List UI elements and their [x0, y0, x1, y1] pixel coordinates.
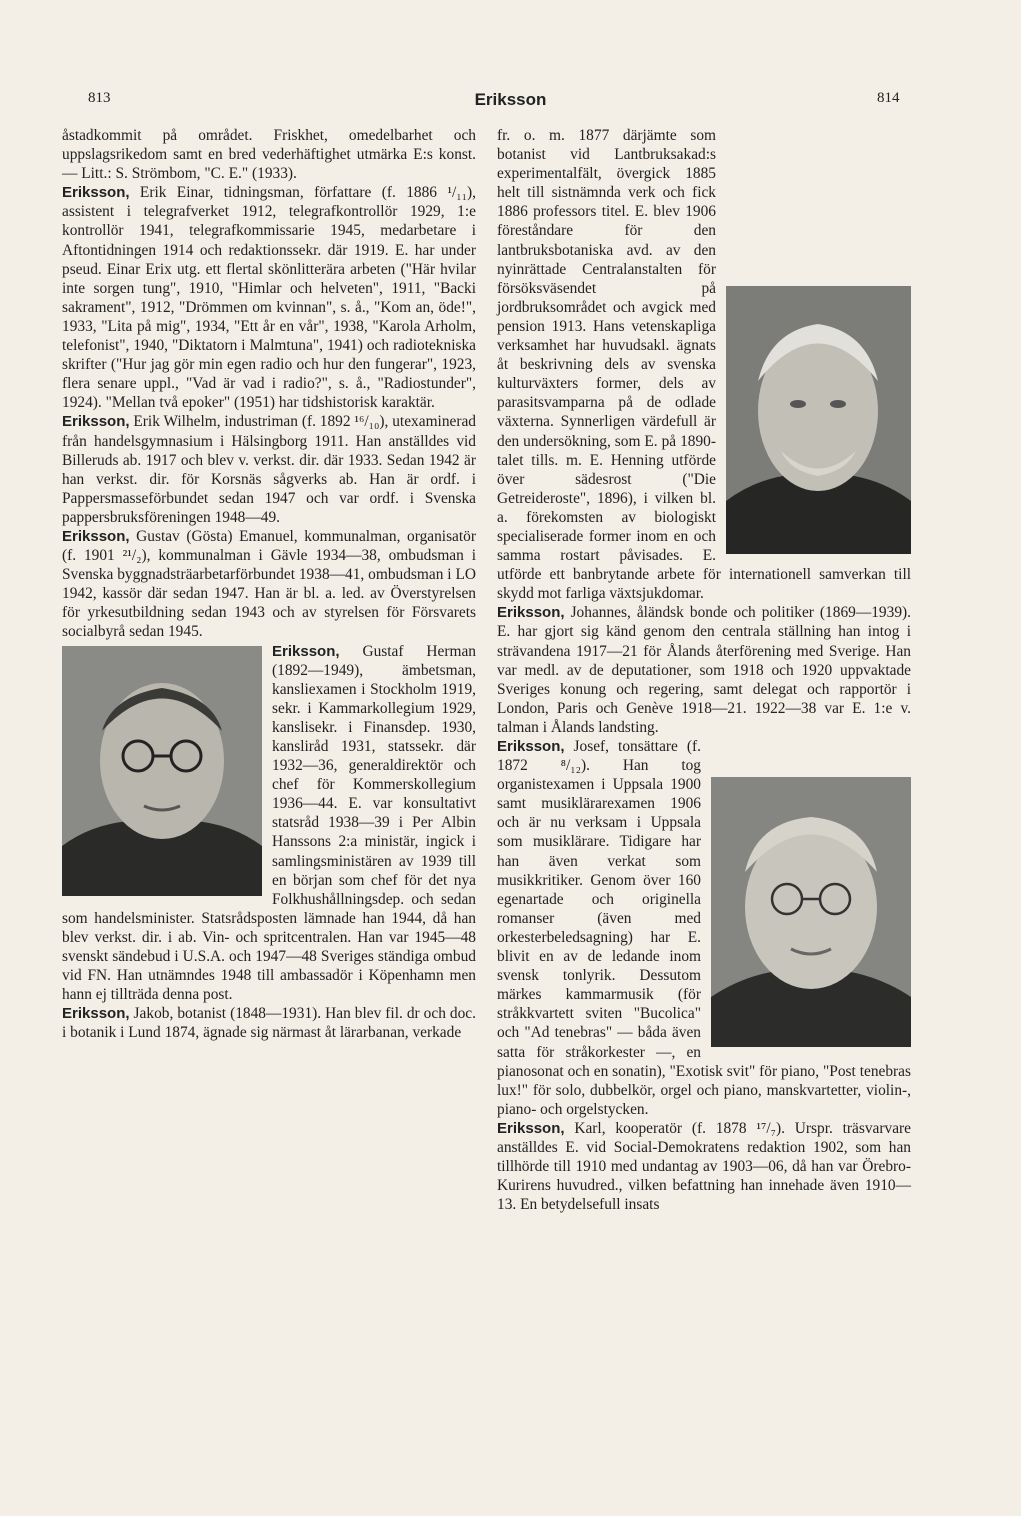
entry-name: Eriksson, — [62, 184, 130, 202]
entry-paragraph: Eriksson, Josef, tonsättare (f. 1872 ⁸/₁₂). Han tog organistexamen i Uppsala 1900 samt musiklärarexamen 1906 och är nu verksam i Uppsala som musiklärare. Tidigare har han även verkat som musikkritiker. Genom över 160 egenartade och originella romanser (även med orkesterbeledsagning) har E. blivit en av de ledande inom svensk tonlyrik. Dessutom märkes kammarmusik (för stråkkvartett sviten "Bucolica" och "Ad tenebras" — båda även satta för stråkorkester —, en pianosonat och en sonatin), "Exotisk svit" för piano, "Post tenebras lux!" för solo, dubbelkör, orgel och piano, manskvartetter, violin-, piano- och orgelstycken. — [497, 738, 911, 1118]
page-number-left: 813 — [88, 90, 111, 106]
entry-paragraph: fr. o. m. 1877 därjämte som botanist vid Lantbruksakad:s experimentalfält, övergick 1885 helt till sistnämnda verk och fick 1886 professors titel. E. blev 1906 föreståndare för den lantbruksbotaniska avd. av den nyinrättade Centralanstalten för försöksväsendet på jordbruksområdet och avgick med pension 1913. Hans vetenskapliga verksamhet har huvudsakl. ägnats åt beskrivning dels av svenska kulturväxters former, dels av parasitsvamparna på de odlade växterna. Synnerligen värdefull är den undersökning, som E. på 1890-talet tills. m. E. Henning utförde över sädesrost ("Die Getreideroste", 1896), i vilken bl. a. förekomsten av biologiskt specialiserade former inom en och samma rostart påvisades. E. utförde ett banbrytande arbete för internationell samverkan till skydd mot farliga växtsjukdomar. — [497, 127, 911, 603]
portrait-figure — [711, 777, 911, 1047]
entry-paragraph: åstadkommit på området. Friskhet, omedelbarhet och uppslagsrikedom samt en bred vederhäftighet utmärka E:s konst. — Litt.: S. Strömbom, "C. E." (1933). — [62, 127, 476, 183]
portrait-photo-gustaf-herman-eriksson — [62, 646, 262, 896]
entry-paragraph: Eriksson, Jakob, botanist (1848—1931). Han blev fil. dr och doc. i botanik i Lund 1874, ägnade sig närmast åt lärarbanan, verkade — [62, 1005, 476, 1042]
entry-paragraph: Eriksson, Erik Einar, tidningsman, författare (f. 1886 ¹/₁₁), assistent i telegrafverket 1912, telegrafkontrollör 1929, 1:e kontrollör 1941, telegrafkommissarie 1945, medarbetare i Aftontidningen 1914 och redaktionssekr. där 1919. E. har under pseud. Einar Erix utg. ett flertal skönlitterära arbeten ("Här hvilar inte sorgen tung", 1910, "Himlar och helveten", 1911, "Backi sakrament", 1912, "Drömmen om kvinnan", s. å., "Kom an, öde!", 1933, "Lita på mig", 1934, "Ett år en vår", 1938, "Karola Arholm, telefonist", 1940, "Diktatorn i Malmtuna", 1941) och radiotekniska skrifter ("Hur jag gör min egen radio och hur den fungerar", 1923, flera senare uppl., "Vad är vad i radio?", s. å., "Radiostunder", 1924). "Mellan två epoker" (1951) har tidshistorisk karaktär. — [62, 184, 476, 412]
portrait-photo-josef-eriksson — [711, 777, 911, 1047]
entry-paragraph: Eriksson, Erik Wilhelm, industriman (f. 1892 ¹⁶/₁₀), utexaminerad från handelsgymnasium i Hälsingborg 1911. Han anställdes vid Billeruds ab. 1917 och blev v. verkst. dir. där 1933. Sedan 1942 är han verkst. dir. för Korsnäs sågverks ab. Han är ordf. i Pappersmasseförbundet sedan 1947 och var ordf. i Svenska pappersbruksföreningen 1948—49. — [62, 413, 476, 526]
entry-paragraph: Eriksson, Johannes, åländsk bonde och politiker (1869—1939). E. har gjort sig känd genom den centrala ställning han intog i strävandena 1917—21 för Ålands återförening med Sverige. Han var medl. av de deputationer, som 1918 och 1920 uppvaktade Sveriges konung och regering, samt delegat och rapportör i London, Paris och Genève 1918—21. 1922—38 var E. 1:e v. talman i Ålands landsting. — [497, 604, 911, 736]
entry-name: Eriksson, — [497, 738, 565, 755]
portrait-figure — [62, 646, 262, 896]
entry-name: Eriksson, — [497, 604, 565, 622]
portrait-photo-jakob-eriksson — [726, 286, 911, 554]
entry-paragraph: Eriksson, Gustaf Herman (1892—1949), ämbetsman, kansliexamen i Stockholm 1919, sekr. i Kammarkollegium 1929, kanslisekr. i Finansdep. 1930, kansliråd 1931, statssekr. där 1932—36, generaldirektör och chef för Kommerskollegium 1936—44. E. var konsultativt statsråd 1938—39 i Per Albin Hanssons 2:a ministär, ingick i samlingsministären av 1939 till en början som chef för det nya Folkhushållningsdep. och sedan som handelsminister. Statsrådsposten lämnade han 1944, då han blev verkst. dir. i ab. Vin- och spritcentralen. Han var 1945—48 svenskt sändebud i U.S.A. och 1947—48 Sveriges ständiga ombud vid FN. Han utnämndes 1948 till ambassadör i Köpenhamn men hann ej tillträda denna post. — [62, 642, 476, 1004]
entry-name: Eriksson, — [497, 1119, 565, 1137]
entry-name: Eriksson, — [62, 527, 130, 545]
right-column — [497, 126, 911, 1214]
running-head: Eriksson — [474, 90, 547, 109]
entry-name: Eriksson, — [272, 642, 340, 660]
entry-name: Eriksson, — [62, 413, 130, 431]
entry-name: Eriksson, — [62, 1005, 130, 1023]
left-column — [62, 126, 476, 1043]
portrait-figure — [726, 286, 911, 554]
page-header — [0, 82, 1021, 112]
page-number-right: 814 — [877, 90, 900, 106]
entry-paragraph: Eriksson, Gustav (Gösta) Emanuel, kommunalman, organisatör (f. 1901 ²¹/₂), kommunalman i Gävle 1934—38, ombudsman i Svenska byggnadsträarbetarförbundet 1938—41, ombudsman i LO 1942, kassör där sedan 1947. Han är bl. a. led. av Överstyrelsen för yrkesutbildning sedan 1943 och av styrelsen för Försvarets socialbyrå sedan 1945. — [62, 527, 476, 641]
entry-paragraph: Eriksson, Karl, kooperatör (f. 1878 ¹⁷/₇). Urspr. träsvarvare anställdes E. vid Social-Demokratens redaktion 1902, som han tillhörde till 1910 med undantag av 1903—06, då han var Örebro-Kurirens huvudred., vilken befattning han innehade även 1910—13. En betydelsefull insats — [497, 1119, 911, 1214]
